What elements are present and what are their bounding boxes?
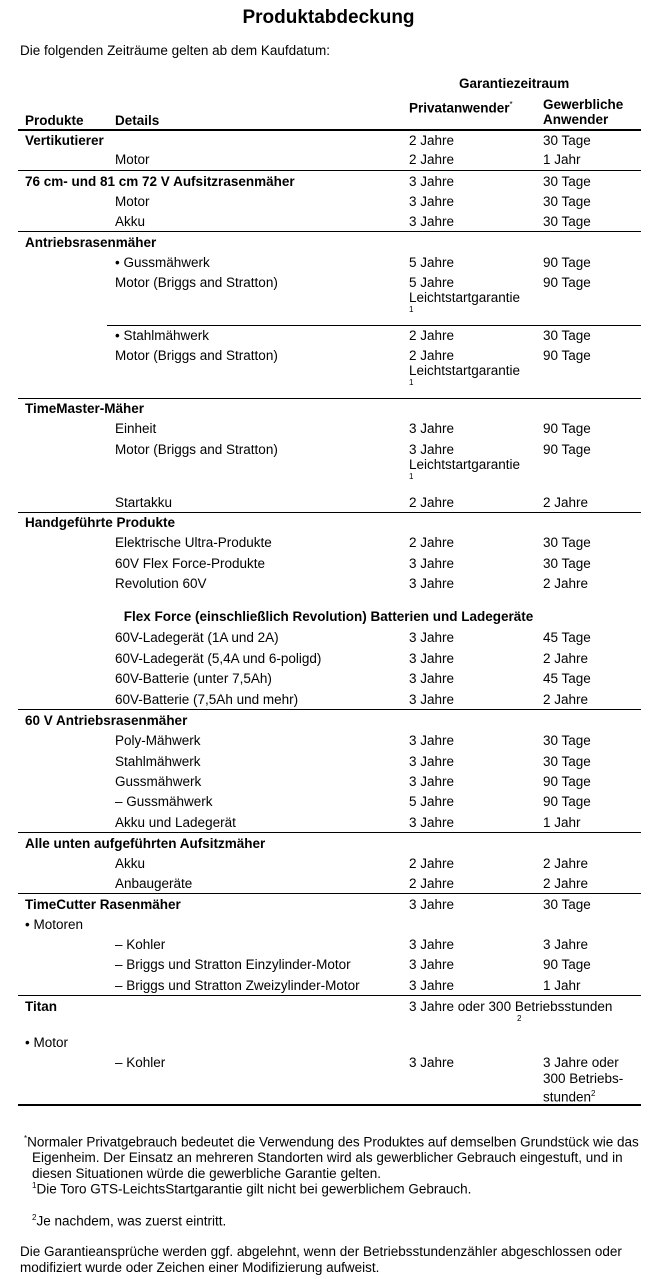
footnote-text: Je nachdem, was zuerst eintritt.: [36, 1213, 227, 1229]
footnote-ref: 1: [409, 472, 414, 481]
commercial-period: 2 Jahre: [543, 692, 589, 707]
product-category: Titan: [25, 999, 58, 1014]
commercial-period: 2 Jahre: [543, 651, 589, 666]
subheading-batteries-chargers: Flex Force (einschließlich Revolution) Batterien und Ladegeräte: [123, 609, 534, 624]
rule-4: [18, 398, 641, 399]
commercial-period-line3: [543, 1086, 623, 1105]
commercial-period: 30 Tage: [543, 897, 591, 912]
product-detail: Revolution 60V: [115, 576, 207, 591]
product-detail: Poly-Mähwerk: [115, 733, 201, 748]
commercial-period: 30 Tage: [543, 733, 591, 748]
commercial-period: 90 Tage: [543, 348, 591, 363]
product-detail: Einheit: [115, 421, 157, 436]
product-detail: 60V-Ladegerät (1A und 2A): [115, 630, 279, 645]
header-private-mark: *: [509, 100, 513, 109]
private-period: 2 Jahre: [409, 152, 455, 167]
product-detail: 60V-Batterie (7,5Ah und mehr): [115, 692, 299, 707]
commercial-period-line1: 3 Jahre oder: [543, 1055, 619, 1070]
product-subgroup: • Motoren: [25, 917, 84, 932]
rule-2: [18, 231, 641, 232]
private-period: 3 Jahre: [409, 897, 455, 912]
footnote-whichever-first: [32, 1210, 657, 1229]
product-detail: – Briggs und Stratton Zweizylinder-Motor: [115, 978, 360, 993]
rule-3: [107, 325, 641, 326]
product-detail: 60V Flex Force-Produkte: [115, 556, 266, 571]
commercial-period: 45 Tage: [543, 630, 591, 645]
header-products: Produkte: [25, 113, 84, 128]
commercial-period: 2 Jahre: [543, 876, 589, 891]
private-period: 3 Jahre: [409, 692, 455, 707]
rule-6: [18, 709, 641, 710]
footnote-ref: 1: [409, 305, 414, 314]
commercial-period: 30 Tage: [543, 133, 591, 148]
commercial-period: [543, 1055, 623, 1105]
private-period: 3 Jahre: [409, 1055, 455, 1070]
private-period: [409, 348, 520, 388]
commercial-period: 2 Jahre: [543, 576, 589, 591]
rule-header: [18, 129, 641, 131]
product-detail: • Stahlmähwerk: [115, 328, 210, 343]
private-period: 3 Jahre: [409, 556, 455, 571]
commercial-period: 90 Tage: [543, 442, 591, 457]
private-period: 3 Jahre: [409, 733, 455, 748]
commercial-period: 30 Tage: [543, 556, 591, 571]
header-commercial-line1: Gewerbliche: [543, 97, 624, 112]
product-detail: 60V-Ladegerät (5,4A und 6-poligd): [115, 651, 322, 666]
commercial-period-line3-text: stunden: [543, 1089, 592, 1105]
product-category: Alle unten aufgeführten Aufsitzmäher: [25, 836, 266, 851]
warranty-period-span-text: 3 Jahre oder 300 Betriebsstunden: [409, 999, 613, 1014]
private-period: 3 Jahre: [409, 214, 455, 229]
footnote-easy-start: [32, 1178, 654, 1197]
product-category: 76 cm- und 81 cm 72 V Aufsitzrasenmäher: [25, 174, 295, 189]
product-category: Vertikutierer: [25, 133, 104, 148]
private-period: 2 Jahre: [409, 876, 455, 891]
private-period: 3 Jahre: [409, 174, 455, 189]
commercial-period: 45 Tage: [543, 671, 591, 686]
product-detail: Startakku: [115, 495, 173, 510]
product-detail: Akku: [115, 214, 146, 229]
header-private-users: [409, 97, 513, 116]
footnote-private-use: [24, 1131, 654, 1181]
product-detail: Anbaugeräte: [115, 876, 193, 891]
commercial-period: 2 Jahre: [543, 495, 589, 510]
private-period-line1: 2 Jahre: [409, 348, 455, 363]
footnote-ref: 2: [517, 1014, 522, 1023]
private-period: 3 Jahre: [409, 957, 455, 972]
commercial-period: 1 Jahr: [543, 152, 581, 167]
private-period: 3 Jahre: [409, 630, 455, 645]
page-title: Produktabdeckung: [242, 7, 415, 28]
private-period: 3 Jahre: [409, 774, 455, 789]
product-detail: Motor (Briggs and Stratton): [115, 348, 278, 363]
commercial-period: 90 Tage: [543, 275, 591, 290]
private-period: 2 Jahre: [409, 133, 455, 148]
private-period: 2 Jahre: [409, 328, 455, 343]
product-detail: Gussmähwerk: [115, 774, 202, 789]
private-period: 2 Jahre: [409, 535, 455, 550]
private-period: 3 Jahre: [409, 671, 455, 686]
commercial-period-line2: 300 Betriebs-: [543, 1070, 624, 1086]
private-period: 3 Jahre: [409, 194, 455, 209]
product-category: TimeCutter Rasenmäher: [25, 897, 181, 912]
product-detail: Elektrische Ultra-Produkte: [115, 535, 272, 550]
warranty-period-span: [409, 999, 612, 1024]
private-period: 5 Jahre: [409, 794, 455, 809]
commercial-period: 30 Tage: [543, 535, 591, 550]
rule-1: [18, 170, 641, 171]
private-period-line2: Leichtstartgarantie: [409, 290, 521, 305]
product-detail: – Gussmähwerk: [115, 794, 213, 809]
footnote-text: Die Toro GTS-LeichtsStartgarantie gilt nicht bei gewerblichem Gebrauch.: [36, 1181, 472, 1197]
private-period: 3 Jahre: [409, 978, 455, 993]
private-period: [409, 442, 520, 482]
product-subgroup: • Motor: [25, 1035, 68, 1050]
header-details: Details: [115, 113, 160, 128]
product-category: Antriebsrasenmäher: [25, 235, 157, 250]
commercial-period: 90 Tage: [543, 774, 591, 789]
header-commercial-line2: Anwender: [543, 112, 609, 127]
commercial-period: 2 Jahre: [543, 856, 589, 871]
product-detail: – Kohler: [115, 1055, 166, 1070]
commercial-period: 3 Jahre: [543, 937, 589, 952]
commercial-period: 90 Tage: [543, 421, 591, 436]
private-period-line2: Leichtstartgarantie: [409, 363, 521, 378]
footnote-ref: 2: [591, 1089, 596, 1098]
private-period-line2: Leichtstartgarantie: [409, 457, 521, 472]
rule-5: [18, 512, 641, 513]
commercial-period: 30 Tage: [543, 214, 591, 229]
private-period: 3 Jahre: [409, 815, 455, 830]
private-period: 3 Jahre: [409, 421, 455, 436]
product-detail: 60V-Batterie (unter 7,5Ah): [115, 671, 272, 686]
product-category: 60 V Antriebsrasenmäher: [25, 713, 188, 728]
private-period: 3 Jahre: [409, 937, 455, 952]
commercial-period: 90 Tage: [543, 957, 591, 972]
intro-text: Die folgenden Zeiträume gelten ab dem Kaufdatum:: [20, 43, 330, 58]
product-detail: – Briggs und Stratton Einzylinder-Motor: [115, 957, 351, 972]
footnote-ref: 1: [409, 378, 414, 387]
footnote-text: Normaler Privatgebrauch bedeutet die Verwendung des Produktes auf demselben Grundstück wie das Eigenheim. Der Einsatz an mehreren Standorten wird als gewerblicher Gebrauch eingestuft, und in diesen Situationen würde die gewerbliche Garantie gelten.: [27, 1134, 639, 1181]
private-period: 3 Jahre: [409, 651, 455, 666]
commercial-period: 30 Tage: [543, 754, 591, 769]
product-detail: Motor (Briggs and Stratton): [115, 442, 278, 457]
footnote-mark: 1: [32, 1181, 37, 1190]
commercial-period: 30 Tage: [543, 194, 591, 209]
header-warranty-period: Garantiezeitraum: [459, 76, 570, 91]
product-detail: Akku: [115, 856, 146, 871]
product-detail: Motor: [115, 152, 150, 167]
product-detail: Motor (Briggs and Stratton): [115, 275, 278, 290]
private-period: [409, 275, 520, 315]
commercial-period: 90 Tage: [543, 255, 591, 270]
commercial-period: 90 Tage: [543, 794, 591, 809]
rule-9: [18, 995, 641, 996]
commercial-period: 30 Tage: [543, 328, 591, 343]
product-detail: • Gussmähwerk: [115, 255, 210, 270]
private-period-line1: 5 Jahre: [409, 275, 455, 290]
commercial-period: 1 Jahr: [543, 978, 581, 993]
product-category: TimeMaster-Mäher: [25, 401, 145, 416]
private-period-line1: 3 Jahre: [409, 442, 455, 457]
private-period: 3 Jahre: [409, 576, 455, 591]
header-private-label: Privatanwender: [409, 100, 510, 116]
private-period: 3 Jahre: [409, 754, 455, 769]
product-detail: Motor: [115, 194, 150, 209]
private-period: 2 Jahre: [409, 495, 455, 510]
product-detail: Stahlmähwerk: [115, 754, 201, 769]
rule-7: [18, 832, 641, 833]
header-commercial-users: [543, 97, 623, 127]
footnote-mark: 2: [32, 1213, 37, 1222]
product-detail: – Kohler: [115, 937, 166, 952]
product-category: Handgeführte Produkte: [25, 515, 176, 530]
commercial-period: 1 Jahr: [543, 815, 581, 830]
private-period: 5 Jahre: [409, 255, 455, 270]
commercial-period: 30 Tage: [543, 174, 591, 189]
product-detail: Akku und Ladegerät: [115, 815, 236, 830]
rule-8: [18, 893, 641, 894]
footnote-mark: *: [24, 1134, 28, 1143]
private-period: 2 Jahre: [409, 856, 455, 871]
warranty-claim-note: Die Garantieansprüche werden ggf. abgelehnt, wenn der Betriebsstundenzähler abgeschlossen oder modifiziert wurde oder Zeichen einer Modifizierung aufweist.: [20, 1244, 622, 1275]
